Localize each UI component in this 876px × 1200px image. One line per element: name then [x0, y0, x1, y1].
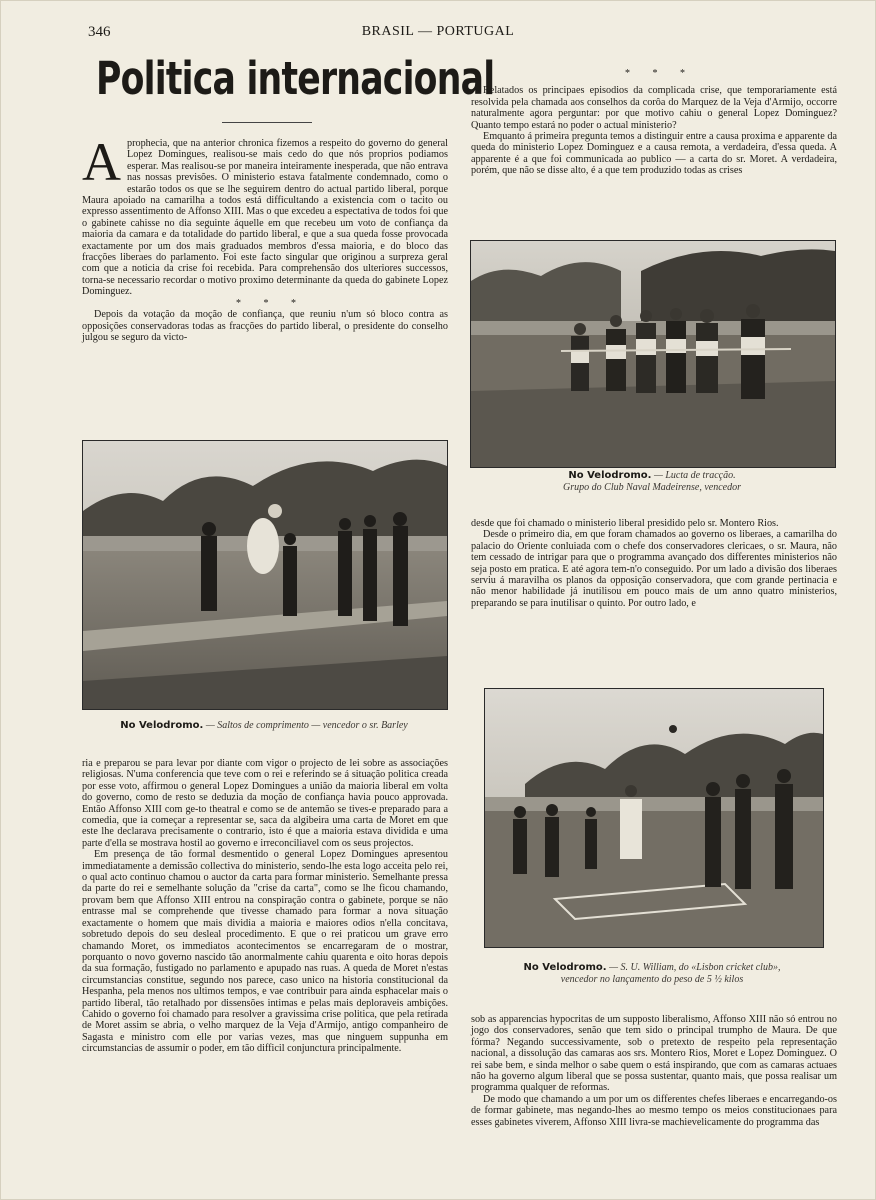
left-lower-paragraph-1: ria e preparou se para levar por diante com vigor o projecto de lei sobre as associações religiosas. N'uma conferencia que teve com o rei e referindo se á situação politica creada por esse voto, affirmou o general Lopez Domingues a união da maioria liberal em volta do governo, como de resto se deduzia da moção de confiança havia pouco approvada. Então Affonso XIII com ge-to theatral e como se de antemão se tives-e preparado para a comedia, que ia começar a representar se, saca da algibeira uma carta de Moret em que este lhe declarava precisamente o contrario, isto é que a maioria estava dividida e uma parte d'ella se mostrava hostil ao governo e irreconciliavel com os seus projectos.: [82, 758, 448, 849]
caption-text: — Lucta de tracção.: [653, 470, 736, 481]
caption-lead: No Velodromo.: [568, 470, 652, 481]
intro-paragraph: [82, 132, 448, 298]
caption-text: — Saltos de comprimento — vencedor o sr. Barley: [205, 720, 408, 731]
section-stars-left: * * *: [236, 297, 306, 309]
left-photo-caption: [82, 720, 446, 732]
section-stars-right: * * *: [625, 68, 695, 79]
caption-text: — S. U. William, do «Lisbon cricket club»,: [609, 962, 781, 973]
right-top-paragraph-1: Relatados os principaes episodios da complicada crise, que temporariamente está resolvida pela chamada aos conselhos da corôa do Marquez de la Veja d'Armijo, occorre naturalmente agora perguntar: por que motivo cahiu o general Lopez Dominguez? Quanto tempo estará no poder o actual ministerio?: [471, 85, 837, 131]
left-lower-paragraph-2: Em presença de tão formal desmentido o general Lopez Domingues apresentou immediatamente a demissão collectiva do ministerio, sendo-lhe esta logo acceita pelo rei, o qual acto continuo chamou o auctor da carta para formar ministerio. Semelhante pressa da parte do rei e semelhante solução da "crise da carta", como se lhe ficou chamando, provam bem que Affonso XIII entrou na conspiração contra o gabinete, porque se não entrasse mal se comprehende que tivesse chamado para formar a nova situação exactamente o homem que mais dividia a maioria e maiores odios n'ella concitava, sobretudo depois do seu desleal procedimento. E que o rei praticou um grave erro chamando Moret, os immediatos acontecimentos se encarregaram de o mostrar, porquanto o novo governo nascido tão anormalmente cahiu quarenta e oito horas depois da sua formação, fustigado no parlamento e apupado nas ruas. A queda de Moret n'estas circumstancias constitue, segundo nos parece, caso unico na historia constitucional da Hespanha, pela menos nos ultimos tempos, e vae contribuir para ainda esphacelar mais o partido liberal, tão retalhado por dissensões intimas e pelas mais deploraveis ambições. Cahido o governo foi chamado para resolver a gravissima crise politica, que pela retirada de Moret assim se abria, o velho marquez de la Veja d'Armijo, antigo companheiro de Sagasta e ministro com elle por varias vezes, mas que ninguem suppunha em circumstancias de assumir o poder, em tão difficil conjunctura principalmente.: [82, 849, 448, 1055]
running-head: BRASIL — PORTUGAL: [361, 24, 515, 39]
left-column-lower: [82, 758, 448, 1055]
right-bottom-paragraph-2: De modo que chamando a um por um os differentes chefes liberaes e encarregando-os de formar gabinete, mas negando-lhes ao mesmo tempo os meios constitucionaes para esses gabinetes viverem, Affonso XIII livra-se machievelicamente do programma das: [471, 1093, 837, 1128]
right-top-photo-caption: [470, 470, 834, 494]
caption-text-2: Grupo do Club Naval Madeirense, vencedor: [563, 482, 741, 493]
drop-cap: A: [82, 132, 121, 192]
right-column-top: [471, 68, 837, 177]
left-column-intro: [82, 132, 448, 343]
caption-lead: No Velodromo.: [120, 720, 204, 731]
long-jump-photo: [82, 440, 448, 710]
intro-text: prophecia, que na anterior chronica fizemos a respeito do governo do general Lopez Domingues, realisou-se mais cedo do que nós proprios podiamos esperar. Mas realisou-se por maneira inteiramente inesperada, que não entrava nas nossas previsões. O ministerio estava fatalmente condemnado, como o estarão todos os que se lhe seguirem dentro do actual partido liberal, porque Maura apoiado na camarilha a todos está difficultando a existencia com o tacito ou expresso assentimento de Affonso XIII. Mas o que excedeu a espectativa de todos foi que o gabinete cahisse no dia seguinte áquelle em que recebeu um voto de confiança da maioria da camara e da totalidade do partido liberal, e que a sua queda fosse provocada exactamente por um dos mais graduados membros d'essa maioria, e do bloco das fracções liberaes do parlamento. Foi este facto singular que originou a surpreza geral com que a noticia da crise foi recebida. Para comprehensão dos ulteriores successos, torna-se necessario recordar o motivo proximo determinante da queda do gabinete Lopez Dominguez.: [82, 138, 448, 298]
caption-lead: No Velodromo.: [523, 962, 607, 973]
right-bottom-photo-caption: [470, 962, 834, 986]
shot-put-photo: [484, 688, 824, 948]
title-rule: [222, 122, 312, 123]
article-title: Politica internacional: [96, 52, 495, 105]
page-number: 346: [88, 24, 111, 40]
right-top-paragraph-2: Emquanto á primeira pregunta temos a distinguir entre a causa proxima e apparente da queda do ministerio Lopez Dominguez e a causa remota, a verdadeira, d'essa queda. A apparente é a que foi communicada ao publico — a carta do sr. Moret. A verdadeira, porém, que não se disse alto, é a que tem produzido todas as crises: [471, 131, 837, 177]
right-bottom-paragraph-1: sob as apparencias hypocritas de um supposto liberalismo, Affonso XIII não só entrou no jogo dos conservadores, senão que tem sido o principal trumpho de Maura. De que fórma? Negando successivamente, sob o pretexto de respeito pela representação nacional, a dissolução das camaras aos srs. Montero Rios, Moret e Lopez Dominguez. O rei sabe bem, e sinda melhor o sabe quem o está inspirando, que com as camaras actuaes não ha governo algum liberal que se possa sustentar, quanto mais, que possa realisar um programma qualquer de reformas.: [471, 1014, 837, 1094]
tug-of-war-photo: [470, 240, 836, 468]
caption-text-2: vencedor no lançamento do peso de 5 ½ kilos: [560, 974, 744, 985]
right-column-bottom: [471, 1014, 837, 1128]
left-paragraph-2: Depois da votação da moção de confiança, que reuniu n'um só bloco contra as opposições conservadoras todas as fracções do partido liberal, o presidente do conselho julgou se seguro da victo-: [82, 309, 448, 343]
right-mid-paragraph-1: desde que foi chamado o ministerio liberal presidido pelo sr. Montero Rios.: [471, 518, 779, 529]
right-column-middle: [471, 518, 837, 609]
right-mid-paragraph-2: Desde o primeiro dia, em que foram chamados ao governo os liberaes, a camarilha do palacio do Oriente conluiada com o chefe dos conservadores clericaes, o sr. Maura, não tem cessado de intrigar para que o programma avançado dos differentes ministerios não seja posto em pratica. E até agora tem-n'o conseguido. Por um lado a divisão dos liberaes serviu á maravilha os planos da opposição conservadora, que com grande pertinacia e não menor habilidade já inutilisou em pouco mais de um anno quatro ministerios, preparando se para inutilisar o quinto. Por outro lado, e: [471, 529, 837, 609]
